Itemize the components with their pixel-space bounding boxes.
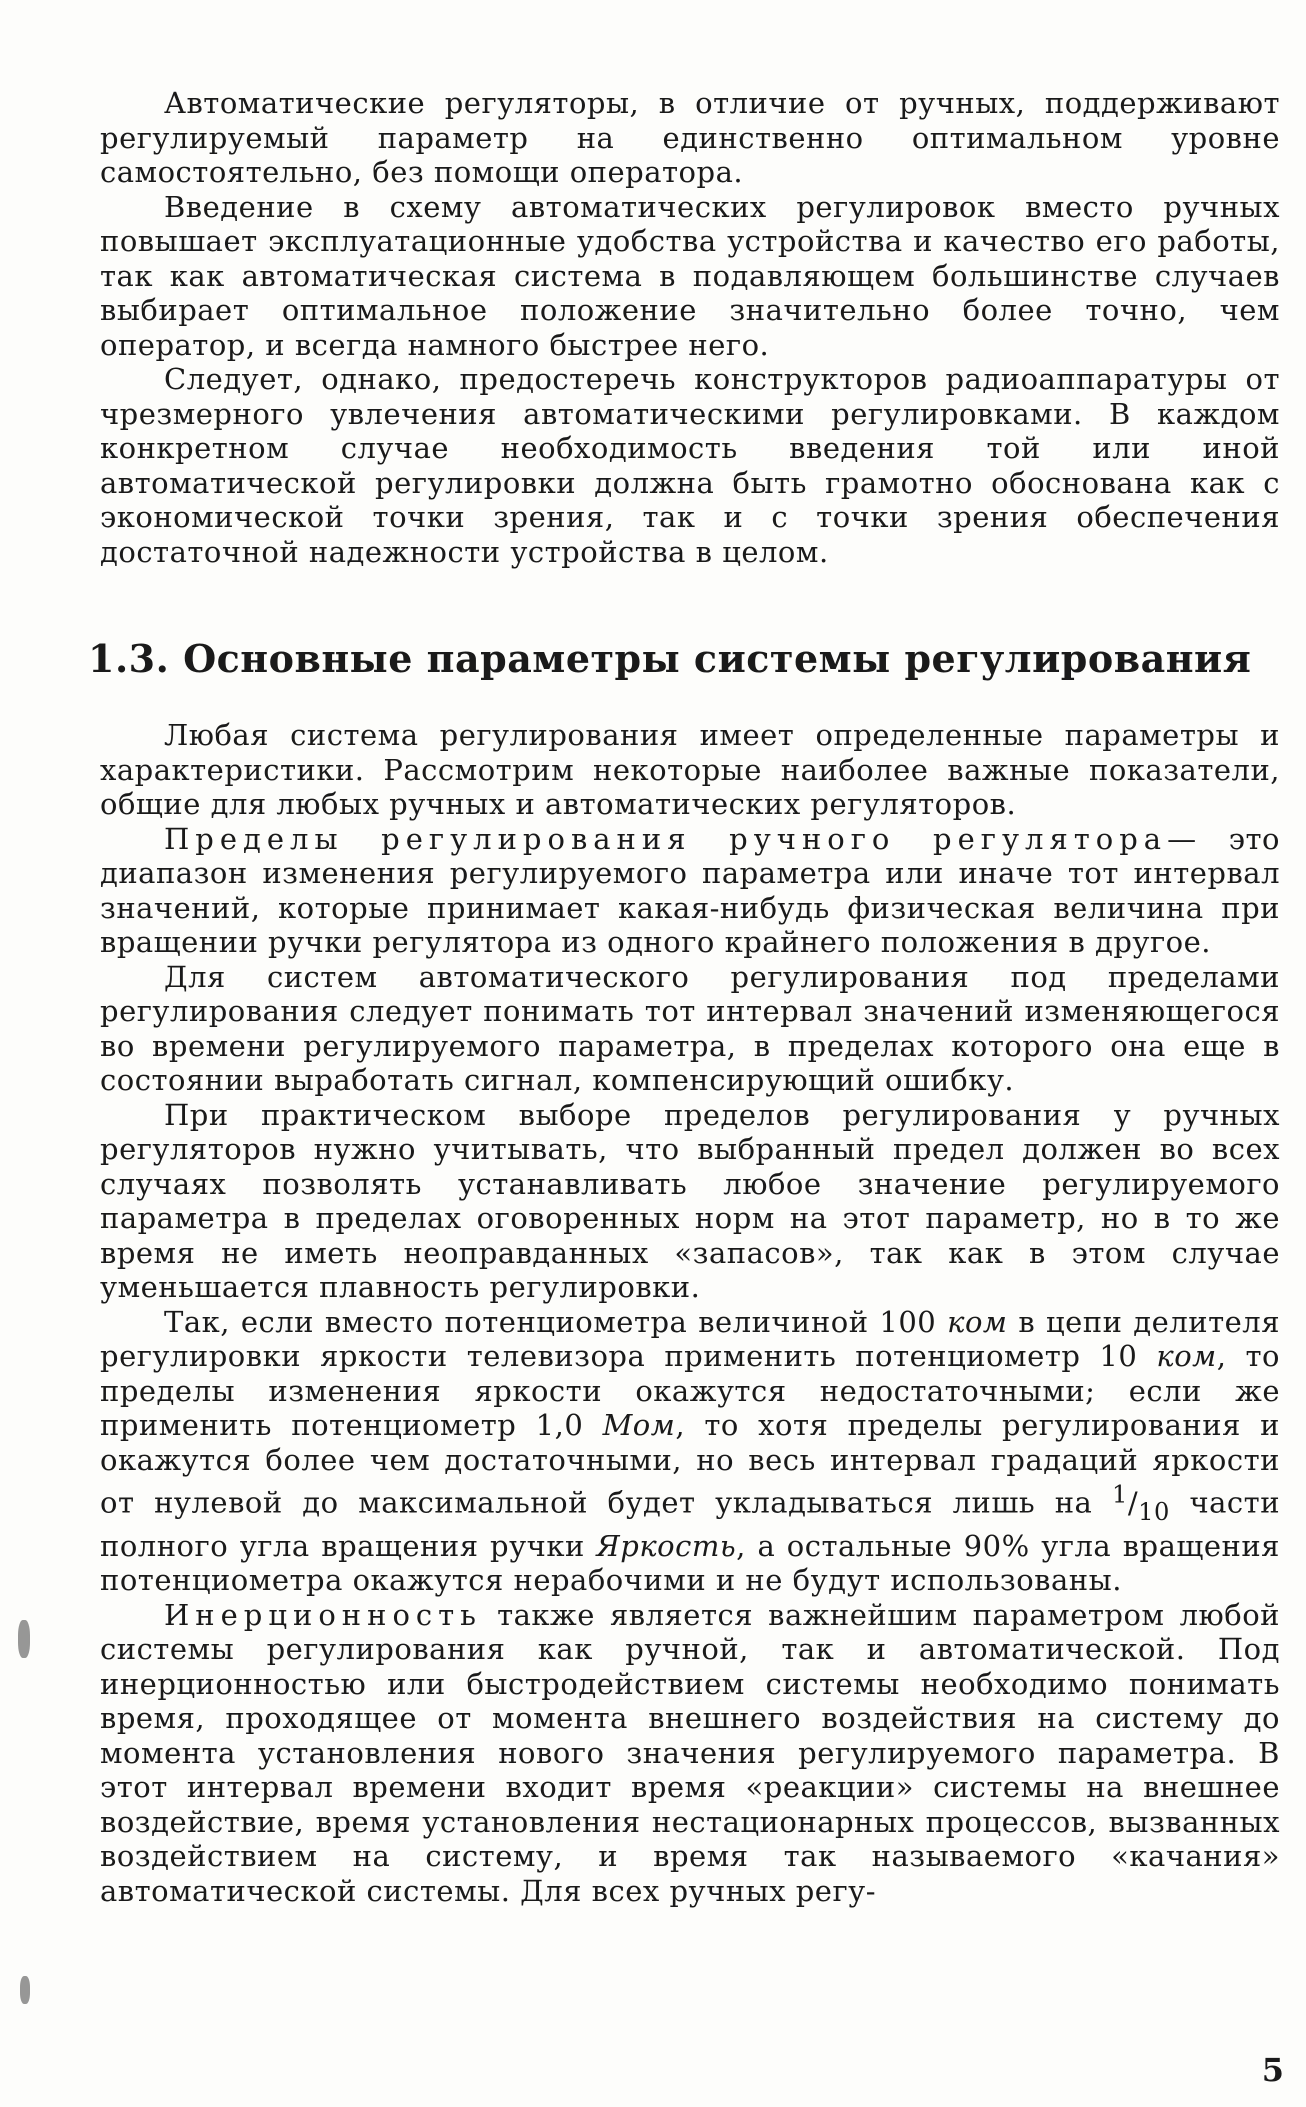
knob-name: Яркость [596,1528,737,1563]
term-inertia: Инерционность [164,1597,482,1632]
paragraph: При практическом выборе пределов регулирования у ручных регуляторов нужно учитывать, что выбранный предел должен во всех случаях позволять устанавливать любое значение регулируемого параметра в пределах оговоренных норм на этот параметр, но в то же время не иметь неоправданных «запасов», так как в этом случае уменьшается плавность регулировки. [100,1097,1280,1304]
scan-smudge [20,1976,30,2004]
intro-text [100,86,1280,569]
paragraph: Любая система регулирования имеет определенные параметры и характеристики. Рассмотрим некоторые наиболее важные показатели, общие для любых ручных и автоматических регуляторов. [100,718,1280,821]
paragraph: Автоматические регуляторы, в отличие от ручных, поддерживают регулируемый параметр на единственно оптимальном уровне самостоятельно, без помощи оператора. [100,86,1280,189]
section-heading: 1.3. Основные параметры системы регулирования [88,636,1252,681]
text-run: Так, если вместо потенциометра величиной 100 [164,1304,937,1339]
paragraph: Введение в схему автоматических регулировок вместо ручных повышает эксплуатационные удобства устройства и качество его работы, так как автоматическая система в подавляющем большинстве случаев выбирает оптимальное положение значительно более точно, чем оператор, и всегда намного быстрее него. [100,189,1280,362]
paragraph: Для систем автоматического регулирования под пределами регулирования следует понимать тот интервал значений изменяющегося во времени регулируемого параметра, в пределах которого она еще в состоянии выработать сигнал, компенсирующий ошибку. [100,959,1280,1097]
term-regulation-limits: Пределы регулирования ручного регулятора [164,821,1168,856]
scan-smudge [18,1620,30,1658]
section-text [100,718,1280,1908]
text-run: части полного угла вращения ручки [100,1485,1281,1563]
paragraph-text: также является важнейшим параметром любой системы регулирования как ручной, так и автоматической. Под инерционностью или быстродействием системы необходимо понимать время, проходящее от момента внешнего воздействия на систему до момента установления нового значения регулируемого параметра. В этот интервал времени входит время «реакции» системы на внешнее воздействие, время установления нестационарных процессов, вызванных воздействием на систему, и время так называемого «качания» автоматической системы. Для всех ручных регу- [100,1597,1280,1908]
paragraph [100,822,1280,960]
text-run: , то хотя пределы регулирования и окажутся более чем достаточными, но весь интервал градаций яркости от нулевой до максимальной будет укладываться лишь на [100,1408,1281,1520]
fraction-numerator: 1 [1111,1480,1128,1508]
fraction-denominator: 10 [1138,1497,1170,1526]
unit: ком [947,1304,1008,1339]
fraction: $^1/_{10}$ [1111,1480,1170,1526]
text-run: , то пределы изменения яркости окажутся недостаточными; если же применить потенциометр 1,0 [100,1339,1281,1442]
paragraph [100,1305,1280,1598]
unit: Мом [602,1408,676,1442]
page-number: 5 [1261,2051,1284,2089]
paragraph: Следует, однако, предостеречь конструкторов радиоаппаратуры от чрезмерного увлечения автоматическими регулировками. В каждом конкретном случае необходимость введения той или иной автоматической регулировки должна быть грамотно обоснована как с экономической точки зрения, так и с точки зрения обеспечения достаточной надежности устройства в целом. [100,362,1280,569]
unit: ком [1156,1339,1217,1373]
paragraph-text: — это диапазон изменения регулируемого параметра или иначе тот интервал значений, которые принимает какая-нибудь физическая величина при вращении ручки регулятора из одного крайнего положения в другое. [100,821,1280,959]
text-run: в цепи делителя регулировки яркости телевизора применить потенциометр 10 [100,1304,1280,1373]
text-run: , а остальные 90% угла вращения потенциометра окажутся нерабочими и не будут использованы. [100,1528,1280,1598]
paragraph [100,1598,1280,1909]
